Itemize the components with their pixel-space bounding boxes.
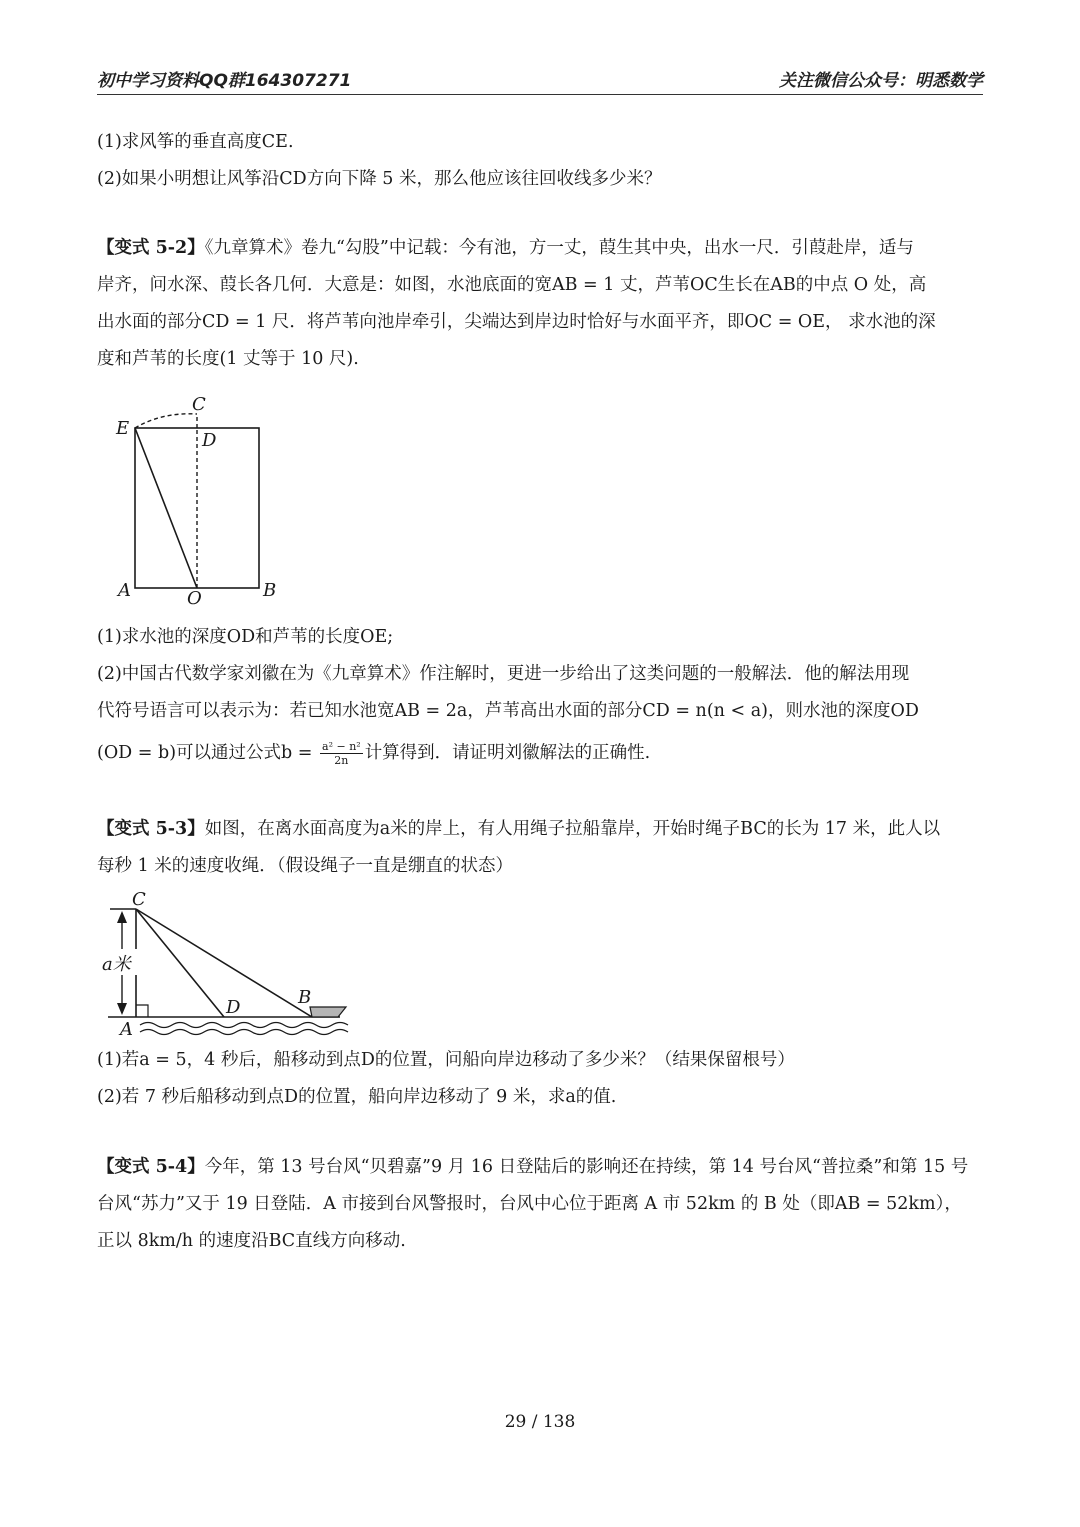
pond-figure bbox=[110, 390, 300, 610]
boat-figure bbox=[100, 885, 360, 1040]
q53-line1: 【变式 5-3】如图，在离水面高度为a米的岸上，有人用绳子拉船靠岸，开始时绳子BC的长为 17 米，此人以 bbox=[97, 819, 941, 839]
page-number: 29 / 138 bbox=[504, 1412, 576, 1432]
q52-part2-line2: 代符号语言可以表示为：若已知水池宽AB = 2a，芦苇高出水面的部分CD = n(n < a)，则水池的深度OD bbox=[97, 701, 919, 721]
rope-CB bbox=[136, 909, 312, 1017]
waves-1 bbox=[140, 1023, 348, 1028]
q52-part1: (1)求水池的深度OD和芦苇的长度OE; bbox=[97, 627, 394, 647]
q54-tag: 【变式 5-4】 bbox=[97, 1157, 205, 1177]
q53-part1: (1)若a = 5，4 秒后，船移动到点D的位置，问船向岸边移动了多少米？（结果保留根号） bbox=[97, 1050, 795, 1070]
rope-CD bbox=[136, 909, 224, 1017]
q54-line2: 台风“苏力”又于 19 日登陆．A 市接到台风警报时，台风中心位于距离 A 市 52km 的 B 处（即AB = 52km）， bbox=[97, 1194, 962, 1214]
arc-CE bbox=[135, 414, 197, 428]
q51-part2: (2)如果小明想让风筝沿CD方向下降 5 米，那么他应该往回收线多少米？ bbox=[97, 169, 662, 189]
boat bbox=[310, 1007, 346, 1017]
q52-tag: 【变式 5-2】 bbox=[97, 238, 205, 258]
q52-line1: 【变式 5-2】《九章算术》卷九“勾股”中记载：今有池，方一丈，葭生其中央，出水一尺．引葭赴岸，适与 bbox=[97, 238, 914, 258]
q53-part2: (2)若 7 秒后船移动到点D的位置，船向岸边移动了 9 米，求a的值. bbox=[97, 1087, 617, 1107]
label-B: B bbox=[298, 987, 312, 1008]
label-D: D bbox=[226, 997, 241, 1018]
label-A: A bbox=[118, 580, 131, 601]
header-qq-group: 初中学习资料QQ群164307271 bbox=[97, 71, 352, 91]
liu-hui-formula: $\frac{\text{a² − n²}}{2n}$ bbox=[322, 740, 361, 767]
q54-line3: 正以 8km/h 的速度沿BC直线方向移动. bbox=[97, 1231, 406, 1251]
q52-line3: 出水面的部分CD = 1 尺．将芦苇向池岸牵引，尖端达到岸边时恰好与水面平齐，即OC = OE， 求水池的深 bbox=[97, 312, 936, 332]
label-B: B bbox=[263, 580, 277, 601]
q52-line4: 度和芦苇的长度(1 丈等于 10 尺). bbox=[97, 349, 359, 369]
header-wechat: 关注微信公众号：明悉数学 bbox=[779, 71, 983, 91]
header-divider bbox=[97, 94, 983, 95]
reed-OE bbox=[135, 428, 197, 588]
q52-line2: 岸齐，问水深、葭长各几何．大意是：如图，水池底面的宽AB = 1 丈，芦苇OC生长在AB的中点 O 处，高 bbox=[97, 275, 927, 295]
q54-line1: 【变式 5-4】今年，第 13 号台风“贝碧嘉”9 月 16 日登陆后的影响还在持续，第 14 号台风“普拉桑”和第 15 号 bbox=[97, 1157, 969, 1177]
q53-line2: 每秒 1 米的速度收绳．（假设绳子一直是绷直的状态） bbox=[97, 856, 514, 876]
label-E: E bbox=[116, 418, 130, 439]
label-C: C bbox=[132, 889, 146, 910]
waves-2 bbox=[140, 1030, 348, 1035]
q53-tag: 【变式 5-3】 bbox=[97, 819, 205, 839]
label-C: C bbox=[192, 394, 206, 415]
label-A: A bbox=[120, 1019, 133, 1040]
label-O: O bbox=[187, 588, 202, 609]
q52-part2-line1: (2)中国古代数学家刘徽在为《九章算术》作注解时，更进一步给出了这类问题的一般解法．他的解法用现 bbox=[97, 664, 910, 684]
right-angle-mark bbox=[136, 1005, 148, 1017]
label-D: D bbox=[202, 430, 217, 451]
label-a-height: a米 bbox=[102, 954, 131, 975]
q52-part2-line3: (OD = b)可以通过公式b = $\frac{\text{a² − n²}}{2n}$ 计算得到．请证明刘徽解法的正确性. bbox=[97, 740, 651, 767]
q51-part1: (1)求风筝的垂直高度CE. bbox=[97, 132, 294, 152]
